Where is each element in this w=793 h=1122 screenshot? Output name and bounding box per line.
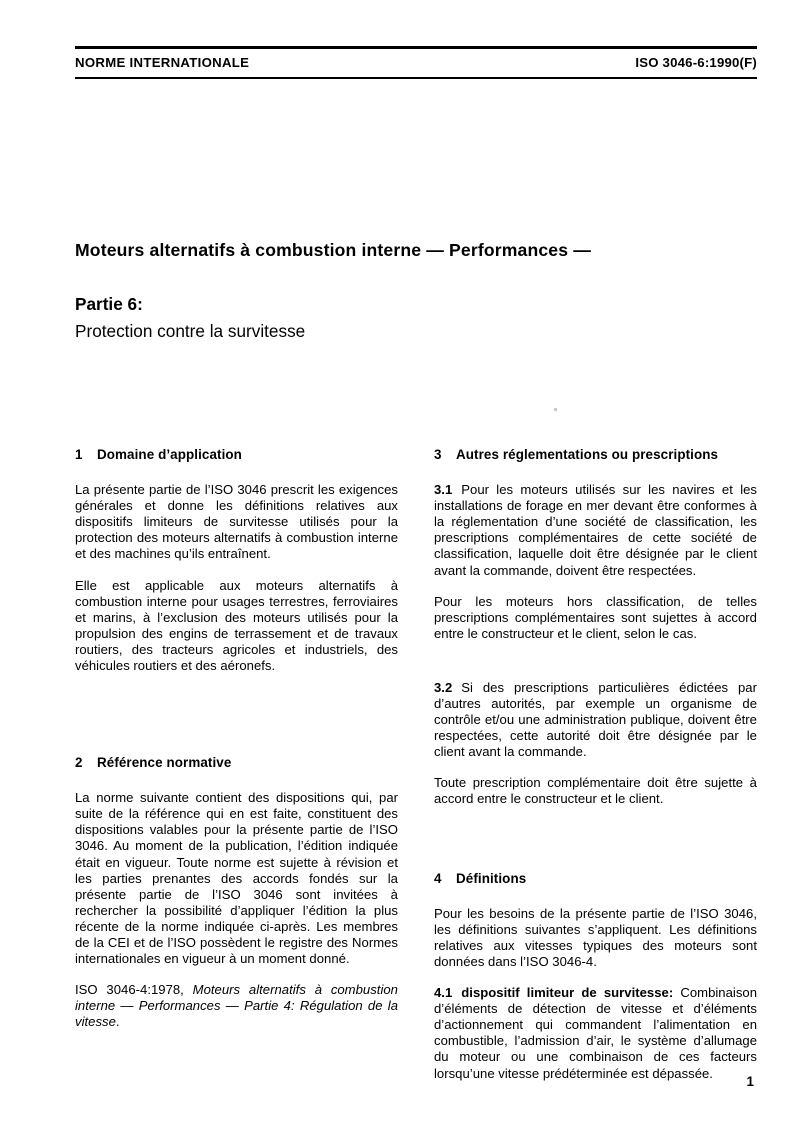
section-4-number: 4	[434, 870, 442, 886]
clause-3-1	[434, 482, 757, 579]
title-block	[75, 240, 757, 343]
section-2-heading	[75, 755, 398, 771]
definition-4-1-separator: :	[668, 985, 681, 1001]
part-title: Protection contre la survitesse	[75, 321, 306, 342]
section-2-title: Référence normative	[97, 755, 232, 771]
scan-artifact-speck	[554, 408, 557, 411]
page-header	[75, 46, 757, 79]
normative-reference-designation: ISO 3046-4:1978,	[75, 982, 193, 998]
right-column	[434, 447, 757, 1082]
document-title: Moteurs alternatifs à combustion interne — Performances —	[75, 240, 591, 260]
normative-reference-entry	[75, 982, 398, 1030]
left-column	[75, 447, 398, 1082]
page-number: 1	[746, 1074, 754, 1089]
section-1-number: 1	[75, 447, 83, 462]
section-4-intro-paragraph: Pour les besoins de la présente partie de l’ISO 3046, les définitions suivantes s’appliquent. Les définitions relatives aux vitesses typiques des moteurs sont données dans l’ISO 3046-4.	[434, 905, 757, 969]
header-row	[75, 49, 757, 77]
standard-reference-label: ISO 3046-6:1990(F)	[635, 55, 757, 70]
section-2-number: 2	[75, 755, 83, 771]
section-3-title: Autres réglementations ou prescriptions	[456, 447, 719, 462]
clause-3-1-number: 3.1	[434, 482, 453, 498]
section-3-paragraph-after-3-2: Toute prescription complémentaire doit être sujette à accord entre le constructeur et le client.	[434, 775, 757, 807]
section-2-paragraph-1: La norme suivante contient des dispositions qui, par suite de la référence qui en est faite, constituent des dispositions valables pour la présente partie de l’ISO 3046. Au moment de la publication, l’édition indiquée était en vigueur. Toute norme est sujette à révision et les parties prenantes des accords fondés sur la présente partie de l’ISO 3046 sont invitées à rechercher la possibilité d’appliquer l’édition la plus récente de la norme indiquée ci-après. Les membres de la CEI et de l’ISO possèdent le registre des Normes internationales en vigueur à un moment donné.	[75, 790, 398, 967]
section-3-heading	[434, 447, 757, 463]
definition-4-1	[434, 985, 757, 1082]
section-4-heading	[434, 871, 757, 887]
section-3-number: 3	[434, 447, 442, 462]
clause-3-2-text: Si des prescriptions particulières édictées par d’autres autorités, par exemple un organisme de contrôle et/ou une administration publique, doivent être respectées, cette autorité doit être désignée par le client avant la commande.	[434, 679, 757, 760]
normative-reference-title: Moteurs alternatifs à combustion interne — Performances — Partie 4: Régulation de la vitesse	[75, 982, 398, 1030]
section-1-title: Domaine d’application	[97, 447, 242, 462]
clause-3-2-number: 3.2	[434, 679, 453, 695]
definition-4-1-term: dispositif limiteur de survitesse	[461, 985, 669, 1001]
header-bottom-rule	[75, 77, 757, 79]
section-4-title: Définitions	[456, 870, 527, 886]
section-1-paragraph-2: Elle est applicable aux moteurs alternatifs à combustion interne pour usages terrestres, ferroviaires et marins, à l’exclusion des moteurs utilisés pour la propulsion des engins de terrassement et de travaux routiers, des tracteurs agricoles et industriels, des véhicules routiers et des aéronefs.	[75, 577, 398, 674]
clause-3-2	[434, 680, 757, 760]
section-1-heading	[75, 447, 398, 463]
normative-reference-terminator: .	[115, 1014, 120, 1030]
definition-4-1-number: 4.1	[434, 985, 453, 1001]
body-columns	[75, 447, 757, 1082]
standard-type-label: NORME INTERNATIONALE	[75, 55, 250, 70]
part-label: Partie 6:	[75, 293, 143, 314]
section-3-paragraph-after-3-1: Pour les moteurs hors classification, de telles prescriptions complémentaires sont sujettes à accord entre le constructeur et le client, selon le cas.	[434, 593, 757, 641]
section-1-paragraph-1: La présente partie de l’ISO 3046 prescrit les exigences générales et donne les définitions relatives aux dispositifs limiteurs de survitesse utilisés pour la protection des moteurs alternatifs à combustion interne et des machines qu’ils entraînent.	[75, 482, 398, 562]
definition-4-1-text: Combinaison d’éléments de détection de vitesse et d’éléments d’actionnement qui commandent l’alimentation en combustible, l’admission d’air, le système d’allumage du moteur ou une combinaison de ces facteurs lorsqu’une vitesse prédéterminée est dépassée.	[434, 985, 758, 1081]
clause-3-1-text: Pour les moteurs utilisés sur les navires et les installations de forage en mer devant être conformes à la réglementation d’une société de classification, les prescriptions complémentaires de cette société de classification, laquelle doit être désignée par le client avant la commande, doivent être respectées.	[434, 482, 757, 578]
